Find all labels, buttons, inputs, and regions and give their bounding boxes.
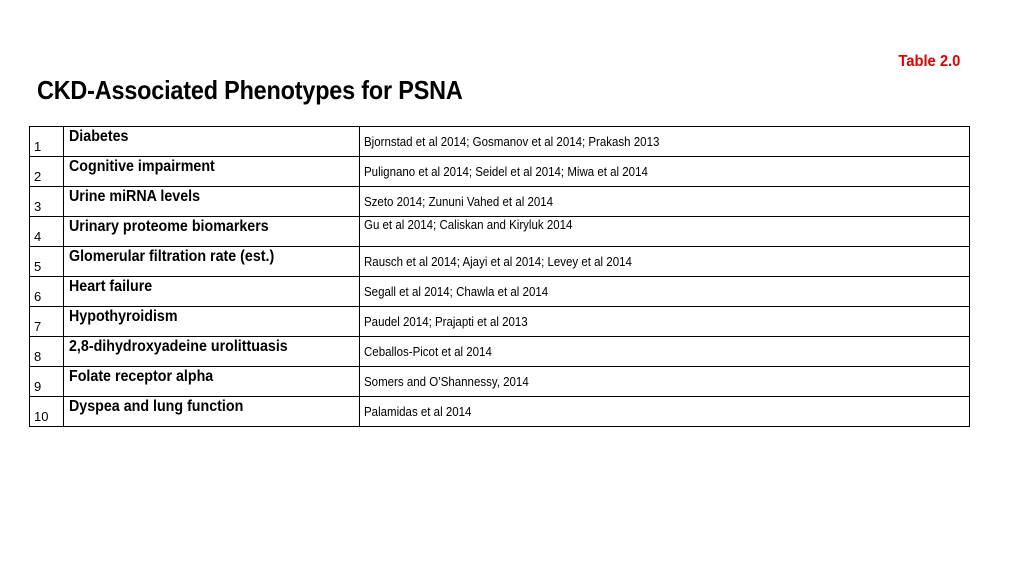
references: Ceballos-Picot et al 2014 [360,337,970,367]
references: Rausch et al 2014; Ajayi et al 2014; Levey et al 2014 [360,247,970,277]
row-number: 2 [30,157,64,187]
table-row [30,187,970,217]
table-number-label: Table 2.0 [898,53,960,70]
phenotype-name: Heart failure [64,277,360,307]
phenotype-name: Dyspea and lung function [64,397,360,427]
table-row [30,367,970,397]
references: Pulignano et al 2014; Seidel et al 2014; Miwa et al 2014 [360,157,970,187]
row-number: 1 [30,127,64,157]
references: Palamidas et al 2014 [360,397,970,427]
row-number: 6 [30,277,64,307]
phenotype-name: Urine miRNA levels [64,187,360,217]
table-row [30,247,970,277]
table-row [30,307,970,337]
references: Gu et al 2014; Caliskan and Kiryluk 2014 [360,217,970,247]
row-number: 4 [30,217,64,247]
references: Paudel 2014; Prajapti et al 2013 [360,307,970,337]
phenotype-name: Diabetes [64,127,360,157]
table-row [30,217,970,247]
table-row [30,337,970,367]
table-row [30,127,970,157]
phenotype-name: Urinary proteome biomarkers [64,217,360,247]
row-number: 3 [30,187,64,217]
table-row [30,277,970,307]
phenotype-name: Hypothyroidism [64,307,360,337]
phenotype-table [29,126,970,427]
phenotype-name: Glomerular filtration rate (est.) [64,247,360,277]
references: Somers and O’Shannessy, 2014 [360,367,970,397]
references: Segall et al 2014; Chawla et al 2014 [360,277,970,307]
references: Bjornstad et al 2014; Gosmanov et al 2014; Prakash 2013 [360,127,970,157]
phenotype-name: Cognitive impairment [64,157,360,187]
table-row [30,397,970,427]
references: Szeto 2014; Zununi Vahed et al 2014 [360,187,970,217]
phenotype-name: Folate receptor alpha [64,367,360,397]
row-number: 10 [30,397,64,427]
phenotype-name: 2,8-dihydroxyadeine urolittuasis [64,337,360,367]
slide-title: CKD-Associated Phenotypes for PSNA [37,75,463,105]
row-number: 8 [30,337,64,367]
row-number: 5 [30,247,64,277]
row-number: 9 [30,367,64,397]
row-number: 7 [30,307,64,337]
table-row [30,157,970,187]
